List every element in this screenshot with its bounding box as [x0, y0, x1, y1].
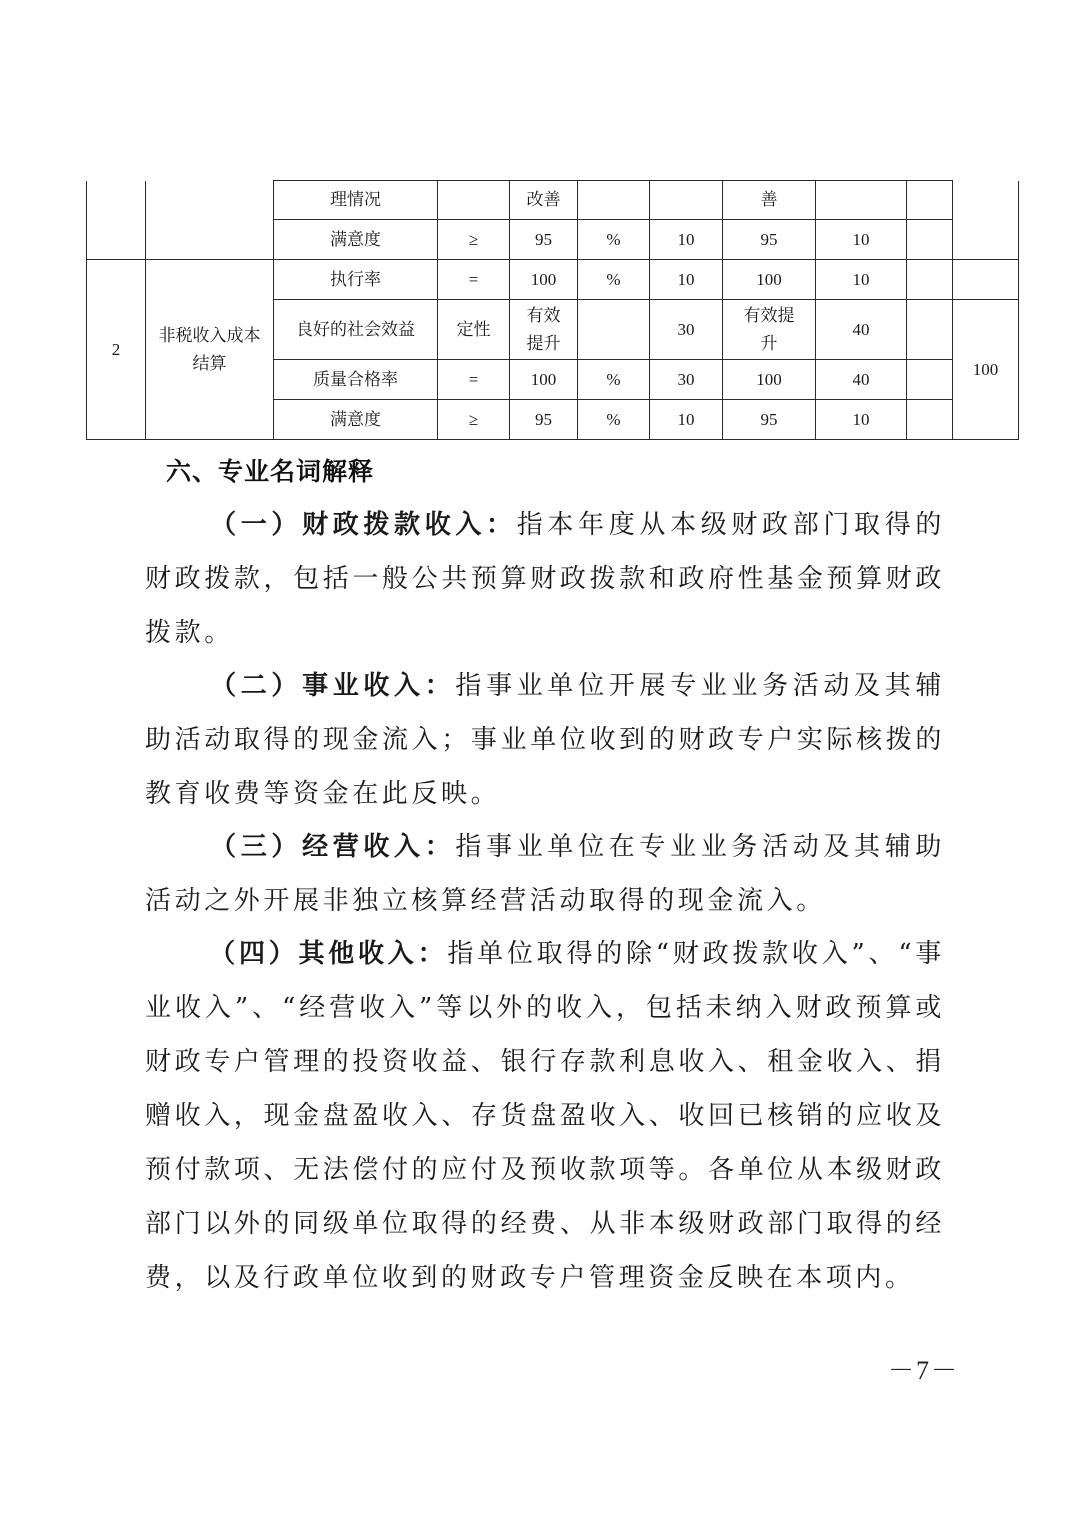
unit-cell: % [578, 220, 650, 260]
target-cell: 95 [510, 220, 578, 260]
score-cell: 40 [816, 360, 907, 400]
definition-label: （一）财政拨款收入： [209, 510, 517, 540]
actual-cell: 100 [723, 360, 816, 400]
definition-text: 指事业单位在专业业务活动及其辅助活动之外开展非独立核算经营活动取得的现金流入。 [145, 832, 945, 916]
actual-cell: 有效提升 [723, 300, 816, 360]
score-cell: 10 [816, 260, 907, 300]
indicator-cell: 质量合格率 [274, 360, 438, 400]
weight-cell: 10 [650, 260, 723, 300]
table-row [87, 260, 1019, 300]
total-cell-empty [953, 260, 1019, 300]
page-number: －7－ [888, 1356, 960, 1385]
score-cell: 40 [816, 300, 907, 360]
definition-paragraph-3 [145, 820, 945, 928]
weight-cell: 30 [650, 300, 723, 360]
weight-cell: 30 [650, 360, 723, 400]
definition-text: 指单位取得的除“财政拨款收入”、“事业收入”、“经营收入”等以外的收入，包括未纳入财政预算或财政专户管理的投资收益、银行存款利息收入、租金收入、捐赠收入，现金盘盈收入、存货盘盈收入、收回已核销的应收及预付款项、无法偿付的应付及预收款项等。各单位从本级财政部门以外的同级单位取得的经费、从非本级财政部门取得的经费，以及行政单位收到的财政专户管理资金反映在本项内。 [145, 939, 945, 1293]
target-cell: 有效提升 [510, 300, 578, 360]
unit-cell: % [578, 260, 650, 300]
unit-cell [578, 181, 650, 220]
operator-cell: = [438, 260, 510, 300]
actual-cell: 95 [723, 220, 816, 260]
unit-cell [578, 300, 650, 360]
operator-cell: ≥ [438, 220, 510, 260]
score-cell: 10 [816, 220, 907, 260]
definition-text: 指本年度从本级财政部门取得的财政拨款，包括一般公共预算财政拨款和政府性基金预算财政拨款。 [145, 510, 945, 648]
actual-cell: 95 [723, 400, 816, 440]
note-cell [907, 220, 953, 260]
weight-cell: 10 [650, 400, 723, 440]
actual-cell: 善 [723, 181, 816, 220]
target-cell: 100 [510, 260, 578, 300]
note-cell [907, 260, 953, 300]
weight-cell [650, 181, 723, 220]
performance-table-container [86, 180, 1019, 440]
actual-cell: 100 [723, 260, 816, 300]
definition-label: （四）其他收入： [209, 939, 448, 969]
definition-label: （三）经营收入： [209, 832, 456, 862]
unit-cell: % [578, 360, 650, 400]
table-row [87, 181, 1019, 220]
operator-cell: ≥ [438, 400, 510, 440]
note-cell [907, 360, 953, 400]
indicator-cell: 执行率 [274, 260, 438, 300]
operator-cell [438, 181, 510, 220]
indicator-cell: 良好的社会效益 [274, 300, 438, 360]
project-index-cell: 2 [87, 260, 146, 440]
operator-cell: 定性 [438, 300, 510, 360]
performance-indicator-table [86, 180, 1019, 440]
target-cell: 95 [510, 400, 578, 440]
target-cell: 改善 [510, 181, 578, 220]
definition-paragraph-1 [145, 498, 945, 660]
unit-cell: % [578, 400, 650, 440]
note-cell [907, 300, 953, 360]
note-cell [907, 181, 953, 220]
score-cell [816, 181, 907, 220]
project-name-cell: 非税收入成本结算 [146, 260, 274, 440]
total-cell-continued [953, 181, 1019, 260]
weight-cell: 10 [650, 220, 723, 260]
definition-paragraph-2 [145, 659, 945, 821]
note-cell [907, 400, 953, 440]
target-cell: 100 [510, 360, 578, 400]
index-cell-continued [87, 181, 146, 260]
total-score-cell: 100 [953, 300, 1019, 440]
score-cell: 10 [816, 400, 907, 440]
operator-cell: = [438, 360, 510, 400]
indicator-cell: 满意度 [274, 220, 438, 260]
project-cell-continued [146, 181, 274, 260]
indicator-cell: 满意度 [274, 400, 438, 440]
definition-text: 指事业单位开展专业业务活动及其辅助活动取得的现金流入；事业单位收到的财政专户实际核拨的教育收费等资金在此反映。 [145, 671, 945, 809]
definition-paragraph-4 [145, 927, 945, 1305]
indicator-cell: 理情况 [274, 181, 438, 220]
section-heading: 六、专业名词解释 [166, 457, 375, 486]
definition-label: （二）事业收入： [209, 671, 456, 701]
